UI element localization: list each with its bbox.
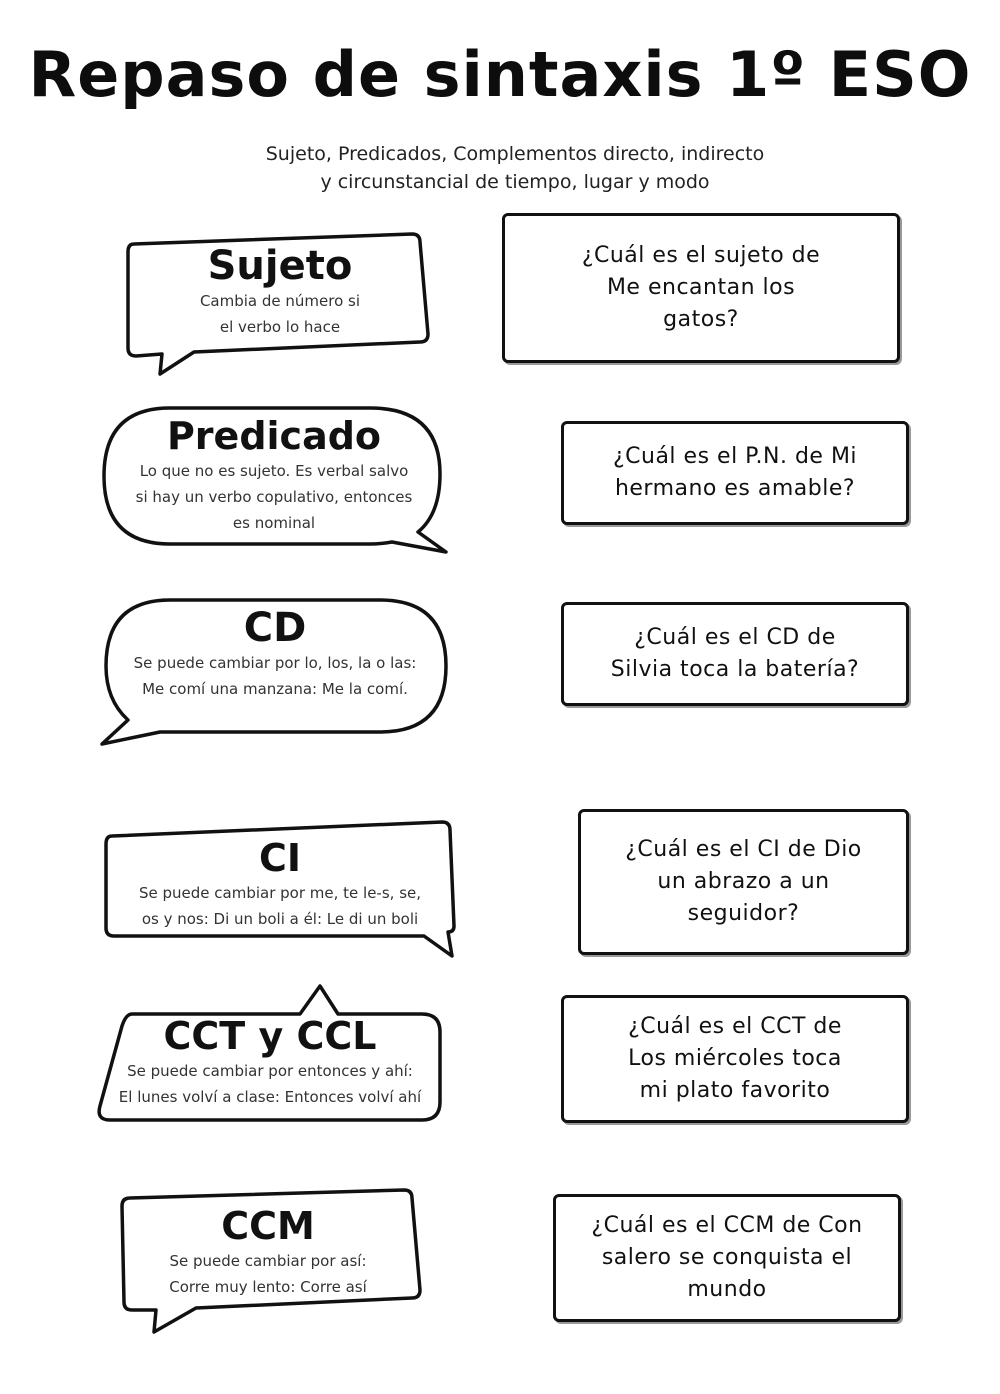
question-line: Silvia toca la batería? xyxy=(610,657,860,682)
concept-desc-line: Cambia de número si xyxy=(199,292,361,310)
concept-desc-line: El lunes volví a clase: Entonces volví ahí xyxy=(118,1087,422,1106)
concept-desc-line: Corre muy lento: Corre así xyxy=(169,1277,367,1296)
concept-heading: CI xyxy=(258,836,302,880)
page-title: Repaso de sintaxis 1º ESO xyxy=(28,38,972,111)
concept-desc-line: Se puede cambiar por me, te le-s, se, xyxy=(138,883,422,902)
concept-heading: CCT y CCL xyxy=(163,1014,377,1058)
question-line: ¿Cuál es el CD de xyxy=(634,625,836,650)
concept-desc-line: el verbo lo hace xyxy=(219,318,341,336)
question-line: mi plato favorito xyxy=(639,1078,831,1103)
concept-desc-line: si hay un verbo copulativo, entonces xyxy=(135,487,413,506)
concept-bubble-ccm xyxy=(116,1186,428,1336)
question-line: ¿Cuál es el CCT de xyxy=(628,1014,842,1039)
concept-desc-line: Lo que no es sujeto. Es verbal salvo xyxy=(139,461,409,480)
concept-desc-line: es nominal xyxy=(232,513,316,532)
concept-desc-line: Me comí una manzana: Me la comí. xyxy=(142,680,408,698)
question-box-sujeto[interactable] xyxy=(502,213,900,363)
concept-desc-line: Se puede cambiar por así: xyxy=(169,1251,367,1270)
concept-heading: Predicado xyxy=(166,414,382,458)
concept-bubble-cct-ccl xyxy=(92,984,448,1126)
question-line: hermano es amable? xyxy=(614,476,856,501)
subtitle-line-2: y circunstancial de tiempo, lugar y modo xyxy=(320,171,710,193)
concept-heading: Sujeto xyxy=(207,243,353,289)
concept-bubble-cd xyxy=(100,596,450,748)
concept-bubble-predicado xyxy=(100,404,450,556)
question-line: ¿Cuál es el CCM de Con xyxy=(591,1213,863,1238)
question-line: salero se conquista el xyxy=(601,1245,853,1270)
question-line: seguidor? xyxy=(687,901,800,926)
subtitle-line-1: Sujeto, Predicados, Complementos directo, indirecto xyxy=(265,143,765,165)
question-box-ccm[interactable] xyxy=(553,1194,901,1322)
concept-bubble-ci xyxy=(102,818,458,960)
question-box-cd[interactable] xyxy=(561,602,909,706)
question-line: ¿Cuál es el CI de Dio xyxy=(625,837,862,862)
concept-desc-line: Se puede cambiar por entonces y ahí: xyxy=(127,1061,413,1080)
question-box-predicado[interactable] xyxy=(561,421,909,525)
question-line: Los miércoles toca xyxy=(628,1046,842,1071)
question-line: ¿Cuál es el P.N. de Mi xyxy=(612,444,858,469)
concept-heading: CCM xyxy=(221,1204,315,1248)
concept-heading: CD xyxy=(243,605,307,651)
question-line: un abrazo a un xyxy=(657,869,830,894)
page-subtitle xyxy=(0,140,1000,196)
concept-desc-line: os y nos: Di un boli a él: Le di un boli xyxy=(141,909,419,928)
question-line: mundo xyxy=(687,1277,767,1302)
question-box-ci[interactable] xyxy=(578,809,909,955)
question-box-cct[interactable] xyxy=(561,995,909,1123)
question-line: gatos? xyxy=(663,307,739,332)
question-line: ¿Cuál es el sujeto de xyxy=(581,243,821,268)
concept-desc-line: Se puede cambiar por lo, los, la o las: xyxy=(133,654,417,672)
concept-bubble-sujeto xyxy=(122,230,434,380)
question-line: Me encantan los xyxy=(606,275,796,300)
